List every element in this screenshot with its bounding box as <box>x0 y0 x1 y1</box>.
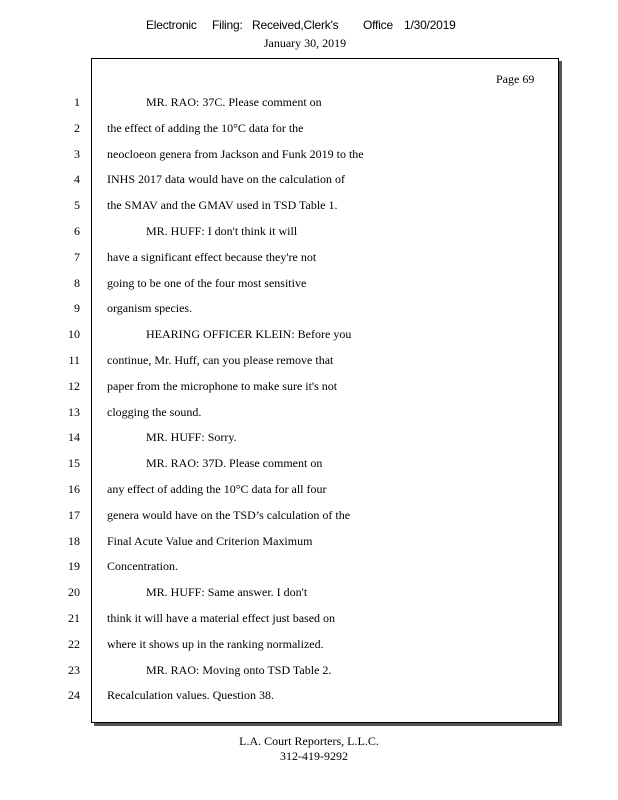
transcript-line: MR. RAO: 37C. Please comment on <box>146 95 322 109</box>
transcript-line: paper from the microphone to make sure it's not <box>107 379 338 393</box>
line-number: 1 <box>74 95 80 109</box>
line-number: 13 <box>68 405 80 419</box>
transcript-line: going to be one of the four most sensitive <box>107 276 307 290</box>
line-number: 15 <box>68 456 80 470</box>
transcript-line: MR. HUFF: Same answer. I don't <box>146 585 308 599</box>
transcript-line: clogging the sound. <box>107 405 202 419</box>
transcript-line: continue, Mr. Huff, can you please remove that <box>107 353 334 367</box>
line-number: 17 <box>68 508 80 522</box>
line-number: 6 <box>74 224 80 238</box>
line-number: 20 <box>68 585 80 599</box>
line-number: 18 <box>68 534 80 548</box>
transcript-line: Concentration. <box>107 559 178 573</box>
transcript-line: have a significant effect because they're not <box>107 250 317 264</box>
line-number: 19 <box>68 559 80 573</box>
transcript-line: MR. RAO: Moving onto TSD Table 2. <box>146 663 332 677</box>
transcript-line: INHS 2017 data would have on the calculation of <box>107 172 345 186</box>
line-number: 14 <box>68 430 80 444</box>
transcript-line: organism species. <box>107 301 193 315</box>
transcript-line: genera would have on the TSD’s calculation of the <box>107 508 351 522</box>
transcript-line: the SMAV and the GMAV used in TSD Table 1. <box>107 198 338 212</box>
line-number: 7 <box>74 250 80 264</box>
filing-word-received-clerks: Received,Clerk's <box>252 18 339 32</box>
line-number: 8 <box>74 276 80 290</box>
transcript-line: think it will have a material effect just based on <box>107 611 336 625</box>
transcript-line: Final Acute Value and Criterion Maximum <box>107 534 313 548</box>
transcript-line: any effect of adding the 10°C data for all four <box>107 482 327 496</box>
line-number: 21 <box>68 611 80 625</box>
transcript-line: HEARING OFFICER KLEIN: Before you <box>146 327 352 341</box>
line-number: 5 <box>74 198 80 212</box>
received-date: January 30, 2019 <box>263 36 347 50</box>
transcript-line: MR. HUFF: I don't think it will <box>146 224 298 238</box>
line-number: 24 <box>68 688 80 702</box>
line-number: 23 <box>68 663 80 677</box>
line-number: 12 <box>68 379 80 393</box>
filing-word-filing: Filing: <box>212 18 243 32</box>
line-number: 22 <box>68 637 80 651</box>
footer-phone: 312-419-9292 <box>280 749 348 763</box>
transcript-line: Recalculation values. Question 38. <box>107 688 274 702</box>
footer-company: L.A. Court Reporters, L.L.C. <box>239 734 379 748</box>
transcript-line: MR. HUFF: Sorry. <box>146 430 237 444</box>
filing-word-office: Office <box>363 18 393 32</box>
line-number: 4 <box>74 172 80 186</box>
filing-word-electronic: Electronic <box>146 18 197 32</box>
transcript-line: MR. RAO: 37D. Please comment on <box>146 456 323 470</box>
line-number: 3 <box>74 147 80 161</box>
line-number: 16 <box>68 482 80 496</box>
line-number: 9 <box>74 301 80 315</box>
line-number: 11 <box>68 353 80 367</box>
filing-date: 1/30/2019 <box>404 18 456 32</box>
transcript-line: neocloeon genera from Jackson and Funk 2019 to the <box>107 147 364 161</box>
transcript-line: the effect of adding the 10°C data for the <box>107 121 304 135</box>
line-number: 10 <box>68 327 80 341</box>
line-number: 2 <box>74 121 80 135</box>
transcript-line: where it shows up in the ranking normalized. <box>107 637 324 651</box>
page-number: Page 69 <box>496 72 535 86</box>
